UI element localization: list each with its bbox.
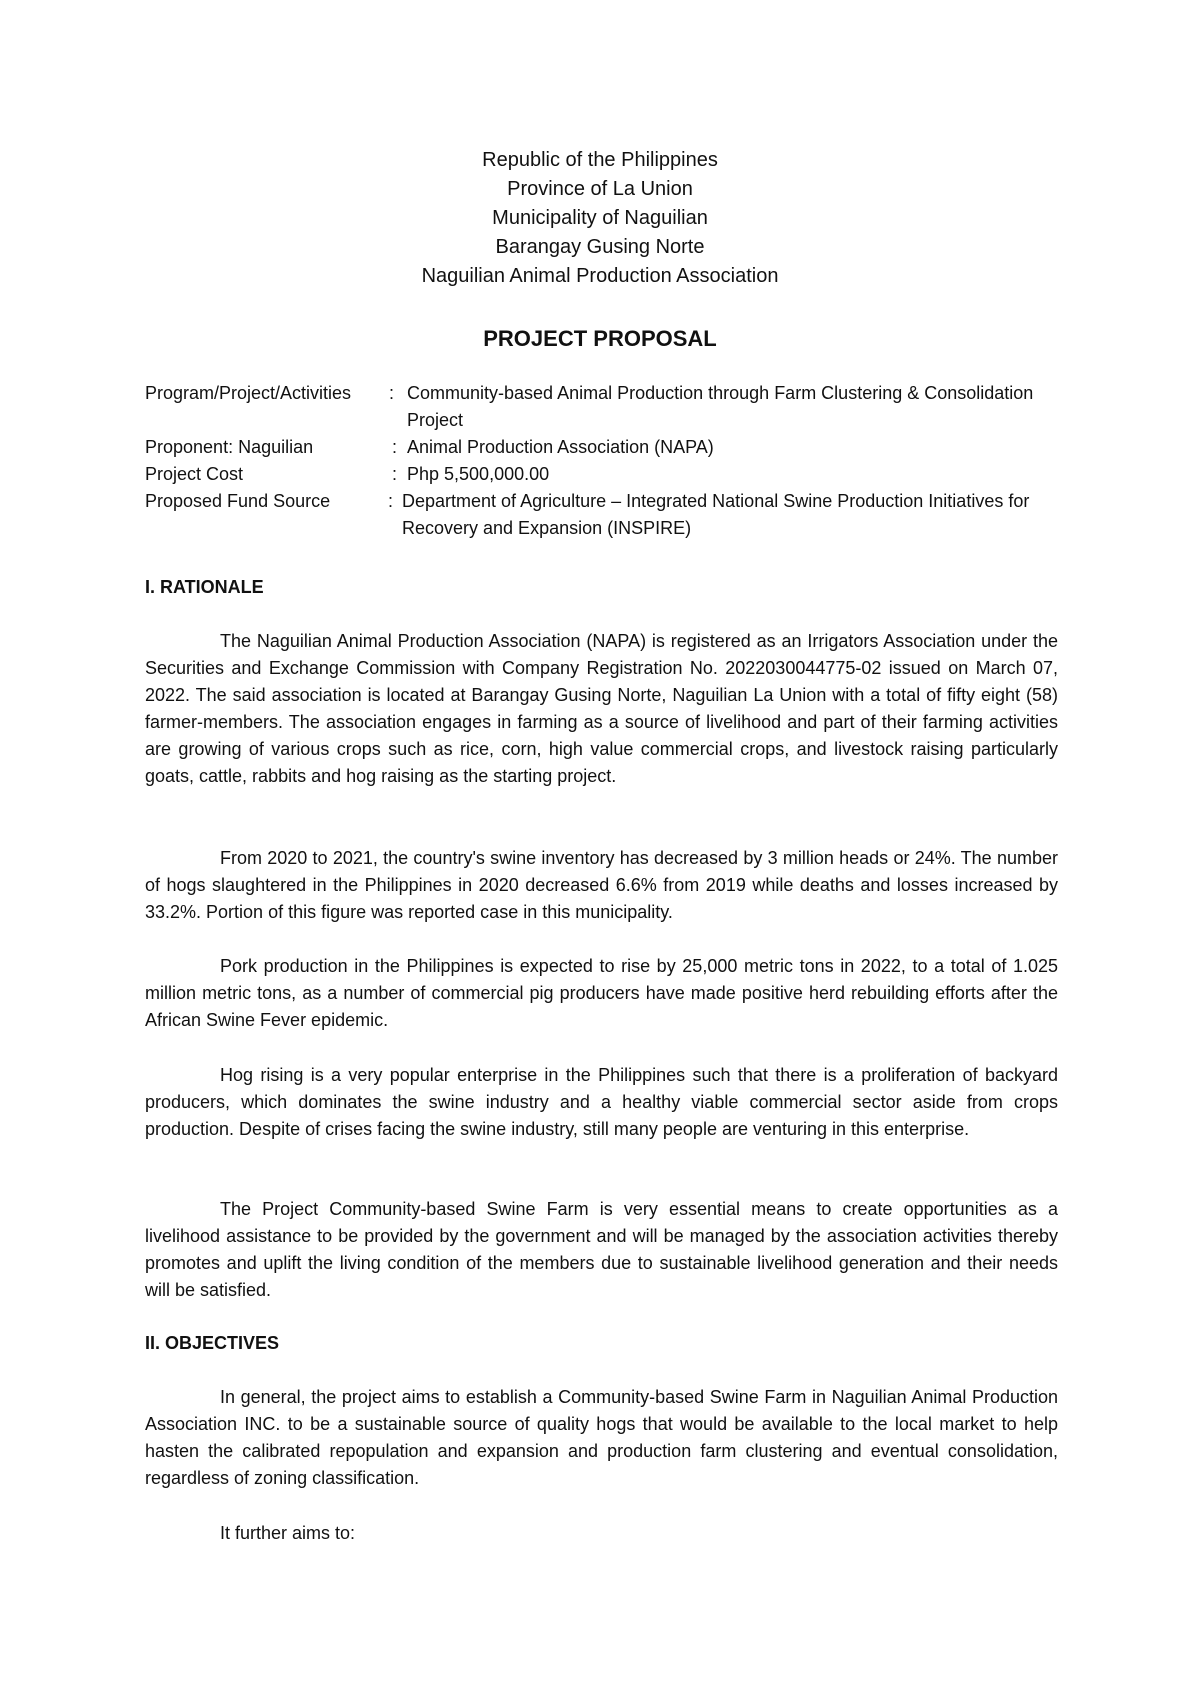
info-row-program [145,380,1065,434]
info-value-fund-source: Department of Agriculture – Integrated National Swine Production Initiatives for Recovery and Expansion (INSPIRE) [402,491,1030,538]
info-separator: : [392,464,398,484]
info-separator: : [392,437,398,457]
info-row-fund-source [145,488,1065,542]
info-separator: : [388,491,394,511]
rationale-paragraph-5: The Project Community-based Swine Farm is very essential means to create opportunities as a livelihood assistance to be provided by the government and will be managed by the association activities thereby promotes and uplift the living condition of the members due to sustainable livelihood generation and their needs will be satisfied. [145,1199,1058,1300]
info-label-fund-source: Proposed Fund Source [145,491,331,511]
letterhead-line-republic: Republic of the Philippines [482,149,718,171]
rationale-paragraph-2: From 2020 to 2021, the country's swine inventory has decreased by 3 million heads or 24%. The number of hogs slaughtered in the Philippines in 2020 decreased 6.6% from 2019 while deaths and losses increased by 33.2%. Portion of this figure was reported case in this municipality. [145,848,1058,922]
info-value-program: Community-based Animal Production through Farm Clustering & Consolidation Project [407,383,1034,430]
letterhead-line-association: Naguilian Animal Production Association [421,265,779,287]
info-row-proponent [145,434,1065,461]
letterhead-line-barangay: Barangay Gusing Norte [495,236,705,258]
letterhead-line-municipality: Municipality of Naguilian [492,207,708,229]
info-label-proponent: Proponent: Naguilian [145,437,314,457]
section-heading-rationale: I. RATIONALE [145,577,264,597]
document-title: PROJECT PROPOSAL [483,326,717,351]
section-heading-objectives: II. OBJECTIVES [145,1333,280,1353]
info-label-cost: Project Cost [145,464,244,484]
letterhead-line-province: Province of La Union [507,178,693,200]
objectives-paragraph-2: It further aims to: [220,1523,356,1543]
rationale-paragraph-4: Hog rising is a very popular enterprise in the Philippines such that there is a proliferation of backyard producers, which dominates the swine industry and a healthy viable commercial sector aside from crops production. Despite of crises facing the swine industry, still many people are venturing in this enterprise. [145,1065,1058,1139]
info-label-program: Program/Project/Activities [145,383,352,403]
info-value-proponent: Animal Production Association (NAPA) [407,437,714,457]
info-separator: : [389,383,395,403]
info-value-cost: Php 5,500,000.00 [407,464,550,484]
rationale-paragraph-1: The Naguilian Animal Production Association (NAPA) is registered as an Irrigators Association under the Securities and Exchange Commission with Company Registration No. 2022030044775-02 issued on March 07, 2022. The said association is located at Barangay Gusing Norte, Naguilian La Union with a total of fifty eight (58) farmer-members. The association engages in farming as a source of livelihood and part of their farming activities are growing of various crops such as rice, corn, high value commercial crops, and livestock raising particularly goats, cattle, rabbits and hog raising as the starting project. [145,631,1058,786]
objectives-paragraph-1: In general, the project aims to establish a Community-based Swine Farm in Naguilian Animal Production Association INC. to be a sustainable source of quality hogs that would be available to the local market to help hasten the calibrated repopulation and expansion and production farm clustering and eventual consolidation, regardless of zoning classification. [145,1387,1058,1488]
project-info-block [145,380,1065,542]
info-row-cost [145,461,1065,488]
rationale-paragraph-3: Pork production in the Philippines is expected to rise by 25,000 metric tons in 2022, to a total of 1.025 million metric tons, as a number of commercial pig producers have made positive herd rebuilding efforts after the African Swine Fever epidemic. [145,956,1058,1030]
letterhead [0,146,1200,291]
